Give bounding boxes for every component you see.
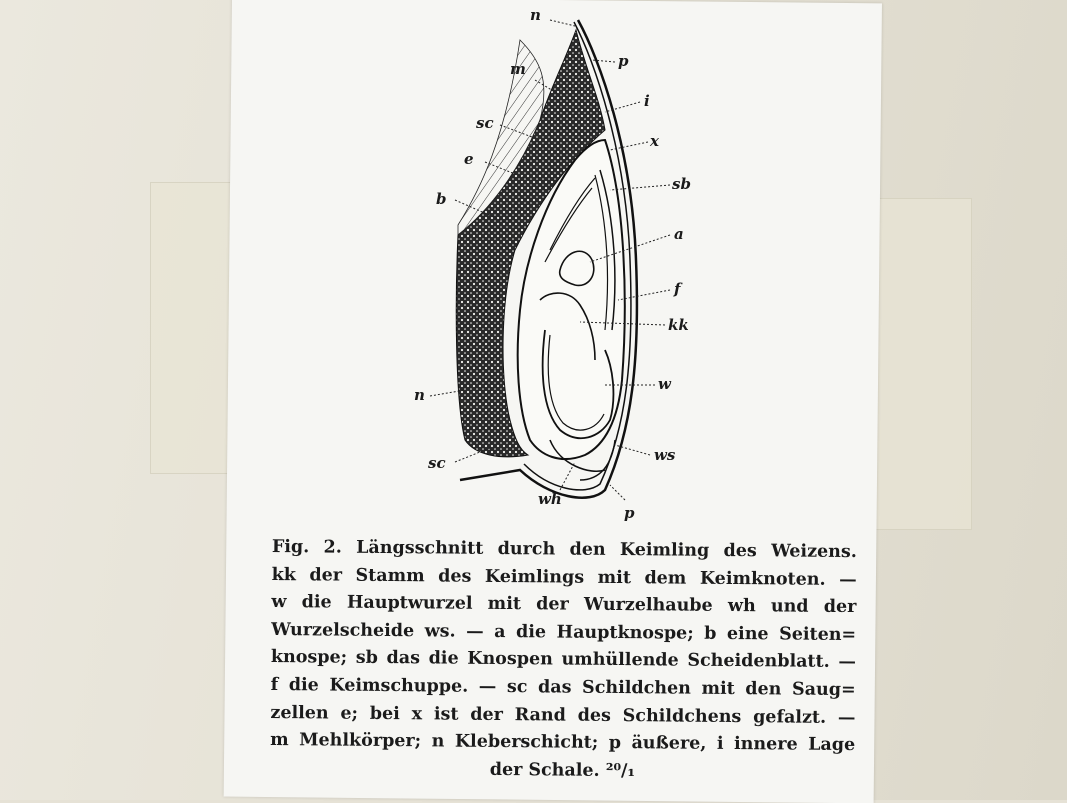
caption-line: Fig. 2. Längsschnitt durch den Keimling des Weizens.	[271, 536, 857, 563]
label-i: i	[644, 92, 650, 110]
caption-line: m Mehlkörper; n Kleberschicht; p äußere, i innere Lage	[270, 730, 856, 756]
caption-line: kk der Stamm des Keimlings mit dem Keimknoten. —	[271, 564, 857, 590]
label-sb: sb	[672, 175, 691, 193]
label-n-left: n	[414, 386, 425, 404]
label-kk: kk	[668, 316, 689, 334]
label-p-bottom: p	[624, 504, 635, 522]
label-wh: wh	[538, 490, 562, 508]
figure-caption	[270, 534, 857, 787]
caption-line: Wurzelscheide ws. — a die Hauptknospe; b eine Seiten=	[271, 619, 857, 645]
wheat-embryo-illustration	[400, 0, 700, 530]
label-f: f	[674, 280, 681, 298]
label-m: m	[510, 60, 526, 78]
caption-line: der Schale. ²⁰/₁	[489, 759, 636, 781]
label-sc-lower: sc	[428, 454, 446, 472]
label-w: w	[658, 375, 671, 393]
label-ws: ws	[654, 446, 676, 464]
label-e: e	[464, 150, 474, 168]
caption-line: zellen e; bei x ist der Rand des Schildchens gefalzt. —	[270, 702, 856, 728]
caption-line: w die Hauptwurzel mit der Wurzelhaube wh und der	[271, 592, 857, 618]
label-sc-upper: sc	[476, 114, 494, 132]
label-p-top: p	[618, 52, 629, 70]
label-b: b	[436, 190, 447, 208]
label-n-top: n	[530, 6, 541, 24]
caption-line: knospe; sb das die Knospen umhüllende Scheidenblatt. —	[270, 647, 856, 673]
caption-line: f die Keimschuppe. — sc das Schildchen mit den Saug=	[270, 674, 856, 701]
label-x: x	[650, 132, 659, 150]
label-a: a	[674, 225, 684, 243]
